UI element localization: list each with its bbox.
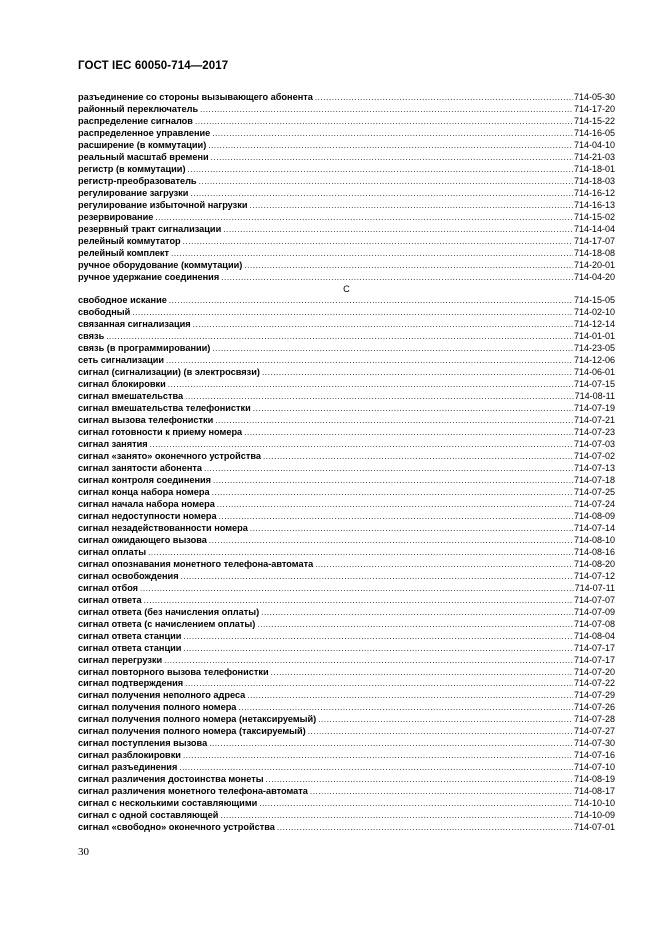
index-code: 714-20-01: [573, 259, 615, 270]
index-entry: [78, 810, 615, 822]
index-code: 714-06-01: [573, 367, 615, 378]
index-code: 714-08-09: [573, 510, 615, 521]
index-code: 714-07-30: [573, 738, 615, 749]
index-code: 714-07-10: [573, 762, 615, 773]
index-term: свободное искание: [78, 295, 167, 306]
dot-leader: [238, 702, 573, 714]
index-term: сигнал «занято» оконечного устройства: [78, 451, 261, 462]
dot-leader: [166, 355, 573, 367]
index-code: 714-18-03: [573, 175, 615, 186]
index-term: сигнал ответа: [78, 594, 142, 605]
index-code: 714-01-01: [573, 331, 615, 342]
index-term: сигнал различения достоинства монеты: [78, 774, 264, 785]
index-code: 714-08-11: [574, 391, 615, 402]
index-term: сигнал вызова телефонистки: [78, 415, 214, 426]
index-code: 714-18-08: [573, 247, 615, 258]
index-code: 714-07-23: [573, 427, 615, 438]
dot-leader: [277, 822, 573, 834]
index-code: 714-12-06: [573, 355, 615, 366]
index-code: 714-18-01: [573, 163, 615, 174]
dot-leader: [199, 176, 573, 188]
index-term: расширение (в коммутации): [78, 139, 207, 150]
index-term: сигнал получения неполного адреса: [78, 690, 246, 701]
index-entry: [78, 487, 615, 499]
dot-leader: [219, 511, 573, 523]
dot-leader: [212, 343, 573, 355]
index-term: ручное удержание соединения: [78, 271, 220, 282]
dot-leader: [266, 774, 573, 786]
index-code: 714-07-02: [573, 451, 615, 462]
index-code: 714-08-16: [573, 546, 615, 557]
index-entry: [78, 236, 615, 248]
index-entry: [78, 535, 615, 547]
index-term: сигнал готовности к приему номера: [78, 427, 243, 438]
index-code: 714-12-14: [573, 319, 615, 330]
index-term: сигнал повторного вызова телефонистки: [78, 666, 269, 677]
index-term: сигнал (сигнализации) (в электросвязи): [78, 367, 260, 378]
index-term: распределение сигналов: [78, 115, 193, 126]
index-term: сеть сигнализации: [78, 355, 165, 366]
index-term: сигнал незадействованности номера: [78, 522, 248, 533]
dot-leader: [263, 451, 573, 463]
index-term: сигнал отбоя: [78, 582, 139, 593]
index-entry: [78, 355, 615, 367]
index-term: релейный комплект: [78, 247, 170, 258]
index-entry: [78, 188, 615, 200]
index-term: сигнал ответа (без начисления оплаты): [78, 606, 260, 617]
dot-leader: [244, 260, 573, 272]
dot-leader: [209, 535, 573, 547]
dot-leader: [140, 583, 574, 595]
index-group-r: [78, 92, 615, 284]
index-entry: [78, 319, 615, 331]
index-term: сигнал получения полного номера (таксируемый): [78, 726, 306, 737]
index-code: 714-07-18: [573, 475, 615, 485]
index-code: 714-04-20: [573, 271, 615, 282]
page-number: 30: [78, 846, 89, 858]
index-entry: [78, 643, 615, 655]
dot-leader: [183, 236, 573, 248]
dot-leader: [259, 798, 573, 810]
index-term: регистр-преобразователь: [78, 175, 197, 186]
index-term: сигнал опознавания монетного телефона-автомата: [78, 558, 314, 569]
dot-leader: [211, 152, 573, 164]
index-entry: [78, 343, 615, 355]
index-entry: [78, 212, 615, 224]
index-entry: [78, 164, 615, 176]
dot-leader: [132, 307, 573, 319]
dot-leader: [200, 104, 573, 116]
index-entry: [78, 559, 615, 571]
dot-leader: [212, 128, 573, 140]
index-entry: [78, 415, 615, 427]
index-entry: [78, 439, 615, 451]
index-term: сигнал освобождения: [78, 570, 179, 581]
dot-leader: [249, 200, 572, 212]
index-code: 714-07-16: [573, 750, 615, 761]
index-code: 714-08-17: [573, 786, 615, 797]
index-code: 714-07-24: [573, 498, 615, 509]
dot-leader: [190, 188, 573, 200]
index-term: резервирование: [78, 211, 154, 222]
index-term: сигнал недоступности номера: [78, 510, 217, 521]
dot-leader: [212, 487, 573, 499]
index-entry: [78, 523, 615, 535]
index-code: 714-15-02: [573, 211, 615, 222]
index-code: 714-07-20: [573, 666, 615, 677]
dot-leader: [318, 714, 573, 726]
index-code: 714-08-04: [573, 630, 615, 641]
dot-leader: [204, 463, 573, 475]
index-code: 714-21-03: [573, 151, 615, 162]
index-term: сигнал начала набора номера: [78, 498, 215, 509]
index-entry: [78, 822, 615, 834]
index-term: районный переключатель: [78, 103, 199, 114]
index-code: 714-14-04: [573, 223, 615, 234]
index-entry: [78, 583, 615, 595]
index-entry: [78, 631, 615, 643]
index-term: сигнал поступления вызова: [78, 738, 208, 749]
dot-leader: [208, 140, 573, 152]
index-term: связь: [78, 331, 105, 342]
dot-leader: [164, 655, 573, 667]
index-entry: [78, 128, 615, 140]
index-entry: [78, 595, 615, 607]
dot-leader: [221, 272, 573, 284]
index-term: свободный: [78, 307, 131, 318]
index-entry: [78, 224, 615, 236]
dot-leader: [247, 690, 573, 702]
index-term: сигнал разблокировки: [78, 750, 181, 761]
index-code: 714-17-20: [573, 103, 615, 114]
document-header: ГОСТ IEC 60050-714—2017: [78, 60, 229, 72]
index-code: 714-07-14: [573, 522, 615, 533]
index-code: 714-07-19: [573, 403, 615, 414]
index-code: 714-07-17: [573, 654, 615, 665]
index-code: 714-23-05: [573, 343, 615, 354]
index-entry: [78, 272, 615, 284]
index-code: 714-07-01: [573, 822, 615, 833]
index-entry: [78, 140, 615, 152]
dot-leader: [148, 547, 573, 559]
index-term: сигнал получения полного номера (нетаксируемый): [78, 714, 317, 725]
index-code: 714-07-07: [573, 594, 615, 605]
dot-leader: [144, 595, 573, 607]
index-entry: [78, 774, 615, 786]
index-entry: [78, 427, 615, 439]
index-code: 714-10-09: [573, 810, 615, 821]
dot-leader: [250, 523, 573, 535]
index-entry: [78, 798, 615, 810]
index-code: 714-15-22: [573, 115, 615, 126]
index-entry: [78, 104, 615, 116]
index-term: регулирование загрузки: [78, 187, 189, 198]
index-entry: [78, 702, 615, 714]
dot-leader: [183, 750, 573, 762]
index-term: сигнал перегрузки: [78, 654, 163, 665]
index-term: сигнал с одной составляющей: [78, 810, 219, 821]
index-term: связанная сигнализация: [78, 319, 191, 330]
index-code: 714-07-21: [573, 415, 615, 426]
index-term: сигнал вмешательства: [78, 391, 184, 402]
index-code: 714-07-15: [573, 379, 615, 390]
index-code: 714-15-05: [573, 295, 615, 306]
index-entry: [78, 511, 615, 523]
index-code: 714-10-10: [573, 798, 615, 809]
index-term: сигнал получения полного номера: [78, 702, 237, 713]
dot-leader: [253, 403, 573, 415]
dot-leader: [217, 499, 573, 511]
index-term: сигнал вмешательства телефонистки: [78, 403, 251, 414]
index-term: сигнал блокировки: [78, 379, 166, 390]
index-code: 714-07-09: [573, 606, 615, 617]
index-entry: [78, 475, 615, 487]
index-entry: [78, 667, 615, 679]
dot-leader: [308, 726, 573, 738]
index-code: 714-08-20: [573, 558, 615, 569]
index-code: 714-16-13: [573, 199, 615, 210]
dot-leader: [261, 607, 573, 619]
index-entry: [78, 463, 615, 475]
dot-leader: [169, 295, 573, 307]
index-entry: [78, 690, 615, 702]
dot-leader: [183, 643, 573, 655]
index-entry: [78, 379, 615, 391]
dot-leader: [183, 631, 573, 643]
index-entry: [78, 248, 615, 260]
dot-leader: [193, 319, 573, 331]
index-term: сигнал ответа станции: [78, 642, 182, 653]
index-code: 714-04-10: [573, 139, 615, 150]
term-index: [78, 92, 615, 834]
dot-leader: [271, 667, 573, 679]
index-term: связь (в программировании): [78, 343, 211, 354]
dot-leader: [244, 427, 573, 439]
index-term: сигнал ожидающего вызова: [78, 534, 207, 545]
dot-leader: [150, 439, 573, 451]
index-term: сигнал «свободно» оконечного устройства: [78, 822, 275, 833]
dot-leader: [262, 367, 573, 379]
index-term: регулирование избыточной нагрузки: [78, 199, 248, 210]
index-term: разъединение со стороны вызывающего абонента: [78, 92, 313, 102]
index-entry: [78, 451, 615, 463]
index-code: 714-07-08: [573, 618, 615, 629]
index-term: резервный тракт сигнализации: [78, 223, 222, 234]
dot-leader: [171, 248, 573, 260]
index-entry: [78, 391, 615, 403]
index-entry: [78, 116, 615, 128]
dot-leader: [188, 164, 573, 176]
dot-leader: [213, 475, 573, 487]
dot-leader: [179, 762, 573, 774]
dot-leader: [106, 331, 573, 343]
index-term: ручное оборудование (коммутации): [78, 259, 243, 270]
index-code: 714-07-12: [573, 570, 615, 581]
dot-leader: [257, 619, 573, 631]
index-entry: [78, 762, 615, 774]
index-entry: [78, 786, 615, 798]
index-entry: [78, 726, 615, 738]
index-code: 714-07-13: [573, 463, 615, 474]
index-term: сигнал занятости абонента: [78, 463, 202, 474]
index-code: 714-17-07: [573, 235, 615, 246]
index-entry: [78, 619, 615, 631]
index-entry: [78, 295, 615, 307]
dot-leader: [181, 571, 573, 583]
index-code: 714-08-19: [573, 774, 615, 785]
index-code: 714-08-10: [573, 534, 615, 545]
index-term: сигнал конца набора номера: [78, 486, 210, 497]
dot-leader: [220, 810, 573, 822]
index-code: 714-07-17: [573, 642, 615, 653]
index-entry: [78, 307, 615, 319]
index-entry: [78, 655, 615, 667]
dot-leader: [168, 379, 573, 391]
index-code: 714-07-28: [573, 714, 615, 725]
index-term: реальный масштаб времени: [78, 151, 209, 162]
index-term: сигнал оплаты: [78, 546, 147, 557]
dot-leader: [215, 415, 573, 427]
dot-leader: [185, 678, 573, 690]
index-entry: [78, 750, 615, 762]
dot-leader: [185, 391, 573, 403]
index-entry: [78, 547, 615, 559]
dot-leader: [155, 212, 573, 224]
index-entry: [78, 200, 615, 212]
dot-leader: [315, 559, 573, 571]
index-code: 714-07-22: [573, 678, 615, 689]
index-entry: [78, 738, 615, 750]
index-entry: [78, 607, 615, 619]
index-term: сигнал занятия: [78, 439, 148, 450]
index-code: 714-07-26: [573, 702, 615, 713]
index-code: 714-16-12: [573, 187, 615, 198]
index-code: 714-07-11: [574, 582, 615, 593]
index-term: сигнал подтверждения: [78, 678, 184, 689]
index-term: релейный коммутатор: [78, 235, 181, 246]
index-entry: [78, 331, 615, 343]
index-entry: [78, 571, 615, 583]
index-code: 714-02-10: [573, 307, 615, 318]
index-code: 714-07-03: [573, 439, 615, 450]
index-term: регистр (в коммутации): [78, 163, 186, 174]
dot-leader: [315, 92, 573, 104]
index-code: 714-07-27: [573, 726, 615, 737]
index-code: 714-16-05: [573, 127, 615, 138]
index-entry: [78, 152, 615, 164]
section-letter: С: [343, 283, 350, 294]
index-term: сигнал контроля соединения: [78, 475, 212, 485]
index-term: сигнал различения монетного телефона-автомата: [78, 786, 308, 797]
index-code: 714-07-25: [573, 486, 615, 497]
index-entry: [78, 367, 615, 379]
index-term: сигнал ответа станции: [78, 630, 182, 641]
index-entry: [78, 714, 615, 726]
index-entry: [78, 260, 615, 272]
index-entry: [78, 403, 615, 415]
index-term: сигнал ответа (с начислением оплаты): [78, 618, 256, 629]
index-code: 714-07-29: [573, 690, 615, 701]
index-term: сигнал разъединения: [78, 762, 178, 773]
index-code: 714-05-30: [573, 92, 615, 102]
index-entry: [78, 92, 615, 104]
index-group-s: [78, 295, 615, 834]
index-term: сигнал с несколькими составляющими: [78, 798, 258, 809]
index-term: распределенное управление: [78, 127, 211, 138]
index-entry: [78, 499, 615, 511]
dot-leader: [209, 738, 573, 750]
dot-leader: [310, 786, 573, 798]
dot-leader: [195, 116, 573, 128]
index-entry: [78, 176, 615, 188]
dot-leader: [223, 224, 573, 236]
index-entry: [78, 678, 615, 690]
